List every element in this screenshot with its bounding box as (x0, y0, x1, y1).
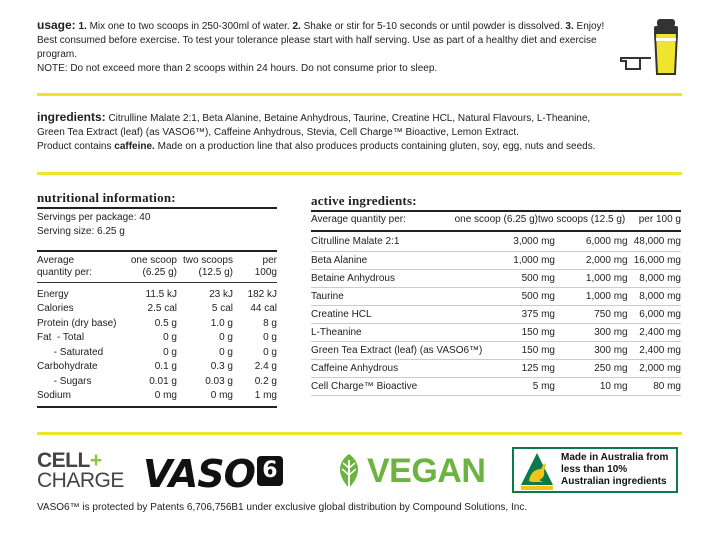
nutrition-label: - Sugars (37, 375, 92, 387)
nutrition-header-rule (37, 250, 277, 252)
nutrition-value: 11.5 kJ (145, 288, 177, 300)
active-row (311, 233, 681, 251)
active-header-table (311, 213, 681, 227)
active-label: Beta Alanine (311, 254, 368, 266)
nutrition-value: 44 cal (250, 303, 277, 315)
active-value: 2,400 mg (639, 344, 681, 356)
nutrition-row (37, 287, 277, 302)
active-label: L-Theanine (311, 326, 362, 338)
usage-line-1 (37, 18, 637, 34)
nutrition-label: Carbohydrate (37, 361, 98, 373)
active-row (311, 323, 681, 341)
active-row (311, 377, 681, 395)
nut-h0b: quantity per: (37, 267, 93, 278)
active-value: 2,000 mg (639, 362, 681, 374)
vaso-word: VASO (143, 452, 255, 496)
active-value: 300 mg (594, 344, 628, 356)
active-value: 150 mg (521, 344, 555, 356)
active-value: 2,400 mg (639, 326, 681, 338)
active-row (311, 269, 681, 287)
active-row (311, 359, 681, 377)
nutrition-value: 0 g (263, 332, 277, 344)
active-value: 250 mg (594, 362, 628, 374)
active-value: 6,000 mg (639, 308, 681, 320)
aus-made-text: Made in Australia from less than 10% Australian ingredients (561, 452, 669, 487)
nutrition-value: 0.2 g (254, 375, 277, 387)
nutrition-bottom-rule (37, 406, 277, 408)
plus-icon: + (89, 449, 102, 472)
ingredients-line-3 (37, 140, 677, 154)
nutrition-value: 0.3 g (210, 361, 233, 373)
nut-h2b: (12.5 g) (198, 267, 233, 278)
servings-per-package: Servings per package: 40 (37, 212, 151, 223)
nutrition-value: 0.5 g (154, 317, 177, 329)
nutrition-value: 0.01 g (149, 375, 177, 387)
nutrition-value: 0.03 g (205, 375, 233, 387)
nutrition-label: - Saturated (37, 346, 104, 358)
nutrition-value: 1 mg (254, 390, 277, 402)
nutrition-label: Calories (37, 303, 74, 315)
active-value: 500 mg (521, 272, 555, 284)
nutrition-row (37, 374, 277, 389)
shaker-scoop-icon (618, 14, 688, 76)
nutrition-table (37, 255, 277, 279)
nutrition-heading: nutritional information: (37, 190, 176, 205)
active-row (311, 305, 681, 323)
nut-h3b: 100g (254, 267, 277, 278)
active-value: 80 mg (653, 380, 681, 392)
act-h2: two scoops (12.5 g) (537, 214, 626, 225)
nutrition-value: 8 g (263, 317, 277, 329)
usage-steps (78, 21, 604, 32)
active-value: 500 mg (521, 290, 555, 302)
usage-section (37, 18, 637, 76)
nutrition-label: Fat - Total (37, 332, 85, 344)
usage-line-3: NOTE: Do not exceed more than 2 scoops within 24 hours. Do not consume prior to sleep. (37, 63, 438, 74)
ingredients-heading: ingredients: (37, 110, 106, 124)
nutrition-value: 2.5 cal (147, 303, 177, 315)
divider-3 (37, 432, 682, 435)
vegan-logo (334, 451, 485, 491)
active-top-rule (311, 210, 681, 212)
act-h1: one scoop (6.25 g) (454, 214, 538, 225)
cell-charge-logo (37, 451, 127, 491)
nutrition-value: 0 g (163, 346, 177, 358)
active-value: 150 mg (521, 326, 555, 338)
nutrition-value: 0 g (219, 332, 233, 344)
act-h0: Average quantity per: (311, 214, 406, 225)
nutrition-panel (37, 190, 277, 402)
nutrition-header-bottom-rule (37, 282, 277, 283)
patent-footer: VASO6™ is protected by Patents 6,706,756B1 under exclusive global distribution by Compound Solutions, Inc. (37, 502, 528, 513)
active-label: Green Tea Extract (leaf) (as VASO6™) (311, 344, 483, 356)
usage-heading: usage: (37, 18, 76, 32)
active-value: 1,000 mg (585, 290, 628, 302)
vegan-word: VEGAN (367, 451, 486, 490)
active-ingredients-panel (311, 193, 681, 392)
vaso-six-box (257, 456, 283, 486)
usage-step-number: 1. (78, 21, 87, 32)
act-h3: per 100 g (638, 214, 681, 225)
active-value: 3,000 mg (513, 236, 555, 248)
nutrition-value: 0 g (163, 332, 177, 344)
active-value: 8,000 mg (639, 290, 681, 302)
nutrition-value: 2.4 g (254, 361, 277, 373)
nutrition-row (37, 302, 277, 317)
active-value: 1,000 mg (585, 272, 628, 284)
active-value: 48,000 mg (633, 236, 681, 248)
australian-made-badge (512, 447, 678, 493)
nutrition-label: Energy (37, 288, 69, 300)
nutrition-row (37, 389, 277, 404)
active-label: Cell Charge™ Bioactive (311, 380, 418, 392)
usage-step-text: Mix one to two scoops in 250-300ml of water. (86, 21, 293, 32)
active-label: Betaine Anhydrous (311, 272, 395, 284)
nutrition-top-rule (37, 207, 277, 209)
nutrition-label: Sodium (37, 390, 71, 402)
active-label: Taurine (311, 290, 344, 302)
usage-step-number: 2. (292, 21, 301, 32)
active-value: 300 mg (594, 326, 628, 338)
nutrition-body (37, 287, 277, 403)
nutrition-value: 1.0 g (210, 317, 233, 329)
nutrition-row (37, 345, 277, 360)
nutrition-value: 0 mg (154, 390, 177, 402)
ingredients-line-1 (37, 110, 677, 126)
nutrition-value: 0 g (263, 346, 277, 358)
ingredients-text-1: Citrulline Malate 2:1, Beta Alanine, Betaine Anhydrous, Taurine, Creatine HCL, Natural Flavours, L-Theanine, (108, 113, 591, 124)
active-row (311, 287, 681, 305)
active-value: 5 mg (532, 380, 555, 392)
active-row (311, 251, 681, 269)
usage-step-number: 3. (565, 21, 574, 32)
ingredients-section (37, 110, 677, 154)
active-value: 10 mg (599, 380, 628, 392)
nutrition-value: 0 g (219, 346, 233, 358)
nutrition-header-row (37, 255, 277, 279)
nutrition-row (37, 331, 277, 346)
ingredients-line3-prefix: Product contains (37, 141, 115, 152)
nutrition-row (37, 316, 277, 331)
active-label: Citrulline Malate 2:1 (311, 236, 400, 248)
active-value: 16,000 mg (633, 254, 681, 266)
kangaroo-triangle-icon (517, 449, 557, 491)
caffeine-warning: caffeine. (114, 141, 155, 152)
vaso-six: 6 (262, 458, 278, 483)
leaf-icon (334, 452, 364, 490)
active-header-rule (311, 230, 681, 232)
charge-word: CHARGE (37, 469, 124, 492)
usage-step-text: Enjoy! (573, 21, 605, 32)
nutrition-row (37, 360, 277, 375)
nutrition-value: 0 mg (210, 390, 233, 402)
active-body (311, 233, 681, 396)
nutrition-value: 0.1 g (154, 361, 177, 373)
nut-h3a: per (262, 255, 277, 266)
nutrition-value: 23 kJ (209, 288, 233, 300)
active-value: 2,000 mg (585, 254, 628, 266)
active-row (311, 341, 681, 359)
active-label: Creatine HCL (311, 308, 372, 320)
nut-h1b: (6.25 g) (142, 267, 177, 278)
usage-line-2: Best consumed before exercise. To test your tolerance please start with half serving. Use as part of a healthy diet and exercise program. (37, 35, 597, 60)
serving-size: Serving size: 6.25 g (37, 226, 125, 237)
nut-h2a: two scoops (182, 255, 233, 266)
active-value: 8,000 mg (639, 272, 681, 284)
divider-1 (37, 93, 682, 96)
cell-word: CELL (37, 449, 90, 472)
active-value: 125 mg (521, 362, 555, 374)
nutrition-value: 182 kJ (247, 288, 277, 300)
active-value: 375 mg (521, 308, 555, 320)
active-label: Caffeine Anhydrous (311, 362, 399, 374)
active-value: 750 mg (594, 308, 628, 320)
nut-h0a: Average (37, 255, 75, 266)
active-value: 1,000 mg (513, 254, 555, 266)
active-value: 6,000 mg (585, 236, 628, 248)
nutrition-value: 5 cal (211, 303, 233, 315)
ingredients-line-2: Green Tea Extract (leaf) (as VASO6™), Caffeine Anhydrous, Stevia, Cell Charge™ Bioactive, Lemon Extract. (37, 127, 519, 138)
nutrition-label: Protein (dry base) (37, 317, 117, 329)
active-heading: active ingredients: (311, 193, 417, 208)
nut-h1a: one scoop (130, 255, 177, 266)
ingredients-line3-suffix: Made on a production line that also produces products containing gluten, soy, egg, nuts and seeds. (154, 141, 596, 152)
vaso6-logo (143, 452, 283, 496)
active-header-row (311, 213, 681, 227)
usage-step-text: Shake or stir for 5-10 seconds or until powder is dissolved. (300, 21, 566, 32)
divider-2 (37, 172, 682, 175)
